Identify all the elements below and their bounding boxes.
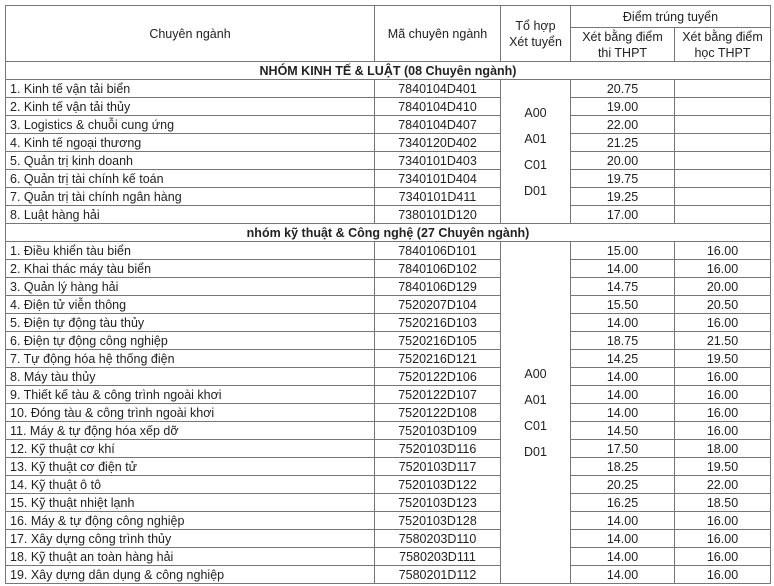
table-row [6,242,771,260]
score-exam-cell: 19.00 [571,98,675,116]
score-record-cell [675,188,771,206]
score-exam-cell: 20.75 [571,80,675,98]
major-code-cell: 7520103D117 [375,458,501,476]
score-exam-cell: 17.50 [571,440,675,458]
table-row [6,548,771,566]
score-exam-cell: 17.00 [571,206,675,224]
score-record-cell [675,206,771,224]
score-record-cell: 16.00 [675,566,771,584]
major-name-cell: 5. Điện tự động tàu thủy [6,314,375,332]
major-code-cell: 7840106D129 [375,278,501,296]
major-code-cell: 7840104D407 [375,116,501,134]
major-code-cell: 7520103D128 [375,512,501,530]
score-record-cell: 16.00 [675,242,771,260]
combo-code: C01 [524,418,547,433]
major-name-cell: 1. Kinh tế vận tải biển [6,80,375,98]
score-exam-cell: 14.00 [571,386,675,404]
major-code-cell: 7340101D411 [375,188,501,206]
table-row [6,260,771,278]
major-name-cell: 8. Luật hàng hải [6,206,375,224]
score-record-cell: 19.50 [675,458,771,476]
score-record-cell: 21.50 [675,332,771,350]
score-record-cell: 16.00 [675,386,771,404]
table-row [6,386,771,404]
major-code-cell: 7580203D110 [375,530,501,548]
major-code-cell: 7840106D102 [375,260,501,278]
major-name-cell: 19. Xây dựng dân dụng & công nghiệp [6,566,375,584]
group-header-row [6,62,771,80]
major-code-cell: 7520103D123 [375,494,501,512]
major-name-cell: 7. Quản trị tài chính ngân hàng [6,188,375,206]
major-code-cell: 7520122D106 [375,368,501,386]
score-exam-cell: 18.75 [571,332,675,350]
major-name-cell: 4. Điện tử viễn thông [6,296,375,314]
score-exam-cell: 21.25 [571,134,675,152]
table-row [6,530,771,548]
group-title: nhóm kỹ thuật & Công nghệ (27 Chuyên ngành) [6,224,771,242]
score-exam-cell: 14.00 [571,566,675,584]
major-name-cell: 3. Logistics & chuỗi cung ứng [6,116,375,134]
major-code-cell: 7520103D116 [375,440,501,458]
major-code-cell: 7580201D112 [375,566,501,584]
major-name-cell: 12. Kỹ thuật cơ khí [6,440,375,458]
major-code-cell: 7520122D108 [375,404,501,422]
score-record-cell: 19.50 [675,350,771,368]
combo-code: A01 [524,131,547,146]
score-exam-cell: 14.00 [571,512,675,530]
group-title: NHÓM KINH TẾ & LUẬT (08 Chuyên ngành) [6,62,771,80]
table-row [6,332,771,350]
score-record-cell: 16.00 [675,530,771,548]
score-exam-cell: 19.75 [571,170,675,188]
table-row [6,98,771,116]
major-code-cell: 7520103D122 [375,476,501,494]
table-row [6,350,771,368]
score-exam-cell: 20.25 [571,476,675,494]
score-exam-cell: 14.00 [571,530,675,548]
score-record-cell: 22.00 [675,476,771,494]
table-row [6,296,771,314]
combo-code: A00 [524,105,547,120]
combo-code: D01 [524,444,547,459]
table-row [6,278,771,296]
score-exam-cell: 14.50 [571,422,675,440]
major-name-cell: 6. Quản trị tài chính kế toán [6,170,375,188]
score-exam-cell: 14.00 [571,260,675,278]
score-exam-cell: 20.00 [571,152,675,170]
score-exam-cell: 18.25 [571,458,675,476]
major-name-cell: 15. Kỹ thuật nhiệt lạnh [6,494,375,512]
header-thpt-exam: Xét bằng điểm thi THPT [571,28,675,62]
table-row [6,80,771,98]
table-row [6,188,771,206]
table-row [6,314,771,332]
score-exam-cell: 16.25 [571,494,675,512]
major-name-cell: 5. Quản trị kinh doanh [6,152,375,170]
header-code: Mã chuyên ngành [375,6,501,62]
major-name-cell: 11. Máy & tự động hóa xếp dỡ [6,422,375,440]
major-code-cell: 7520216D105 [375,332,501,350]
score-record-cell [675,134,771,152]
score-record-cell: 16.00 [675,422,771,440]
major-code-cell: 7840106D101 [375,242,501,260]
major-name-cell: 18. Kỹ thuật an toàn hàng hải [6,548,375,566]
major-name-cell: 4. Kinh tế ngoại thương [6,134,375,152]
score-record-cell: 20.50 [675,296,771,314]
score-record-cell [675,152,771,170]
group-header-row [6,224,771,242]
score-exam-cell: 14.00 [571,548,675,566]
table-row [6,440,771,458]
score-record-cell [675,116,771,134]
combo-code: C01 [524,157,547,172]
header-major: Chuyên ngành [6,6,375,62]
major-code-cell: 7840104D410 [375,98,501,116]
score-record-cell: 16.00 [675,512,771,530]
major-name-cell: 2. Khai thác máy tàu biển [6,260,375,278]
major-name-cell: 3. Quản lý hàng hải [6,278,375,296]
score-record-cell [675,80,771,98]
combo-code: A00 [524,366,547,381]
major-name-cell: 6. Điện tự động công nghiệp [6,332,375,350]
major-code-cell: 7520207D104 [375,296,501,314]
score-record-cell: 16.00 [675,404,771,422]
table-row [6,134,771,152]
table-row [6,206,771,224]
major-name-cell: 17. Xây dựng công trình thủy [6,530,375,548]
header-thpt-record: Xét bằng điểm học THPT [675,28,771,62]
major-name-cell: 16. Máy & tự động công nghiệp [6,512,375,530]
major-code-cell: 7520103D109 [375,422,501,440]
major-code-cell: 7520122D107 [375,386,501,404]
table-row [6,422,771,440]
table-row [6,170,771,188]
major-name-cell: 2. Kinh tế vận tải thủy [6,98,375,116]
score-exam-cell: 14.00 [571,368,675,386]
combo-code: A01 [524,392,547,407]
table-row [6,116,771,134]
combo-code: D01 [524,183,547,198]
major-name-cell: 1. Điều khiển tàu biển [6,242,375,260]
major-code-cell: 7520216D121 [375,350,501,368]
major-name-cell: 7. Tự động hóa hệ thống điện [6,350,375,368]
major-code-cell: 7340101D404 [375,170,501,188]
score-exam-cell: 14.00 [571,404,675,422]
table-row [6,566,771,584]
table-body [6,62,771,584]
header-score-group: Điểm trúng tuyển [571,6,771,28]
table-row [6,368,771,386]
score-record-cell: 16.00 [675,548,771,566]
score-exam-cell: 14.00 [571,314,675,332]
score-exam-cell: 15.50 [571,296,675,314]
major-code-cell: 7840104D401 [375,80,501,98]
table-row [6,404,771,422]
score-record-cell: 16.00 [675,368,771,386]
score-record-cell [675,170,771,188]
score-exam-cell: 14.25 [571,350,675,368]
score-exam-cell: 14.75 [571,278,675,296]
major-name-cell: 10. Đóng tàu & công trình ngoài khơi [6,404,375,422]
score-exam-cell: 19.25 [571,188,675,206]
combo-cell [501,80,571,224]
major-name-cell: 13. Kỹ thuật cơ điện tử [6,458,375,476]
major-code-cell: 7380101D120 [375,206,501,224]
major-code-cell: 7580203D111 [375,548,501,566]
header-combo: Tổ hợp Xét tuyển [501,6,571,62]
score-exam-cell: 15.00 [571,242,675,260]
major-name-cell: 8. Máy tàu thủy [6,368,375,386]
combo-cell [501,242,571,584]
score-record-cell: 20.00 [675,278,771,296]
score-record-cell: 18.50 [675,494,771,512]
major-code-cell: 7340120D402 [375,134,501,152]
major-code-cell: 7340101D403 [375,152,501,170]
table-row [6,458,771,476]
score-exam-cell: 22.00 [571,116,675,134]
table-row [6,152,771,170]
score-record-cell [675,98,771,116]
admission-score-table [5,5,771,584]
major-code-cell: 7520216D103 [375,314,501,332]
table-row [6,512,771,530]
score-record-cell: 16.00 [675,314,771,332]
major-name-cell: 9. Thiết kế tàu & công trình ngoài khơi [6,386,375,404]
score-record-cell: 16.00 [675,260,771,278]
table-row [6,476,771,494]
score-record-cell: 18.00 [675,440,771,458]
table-row [6,494,771,512]
major-name-cell: 14. Kỹ thuật ô tô [6,476,375,494]
